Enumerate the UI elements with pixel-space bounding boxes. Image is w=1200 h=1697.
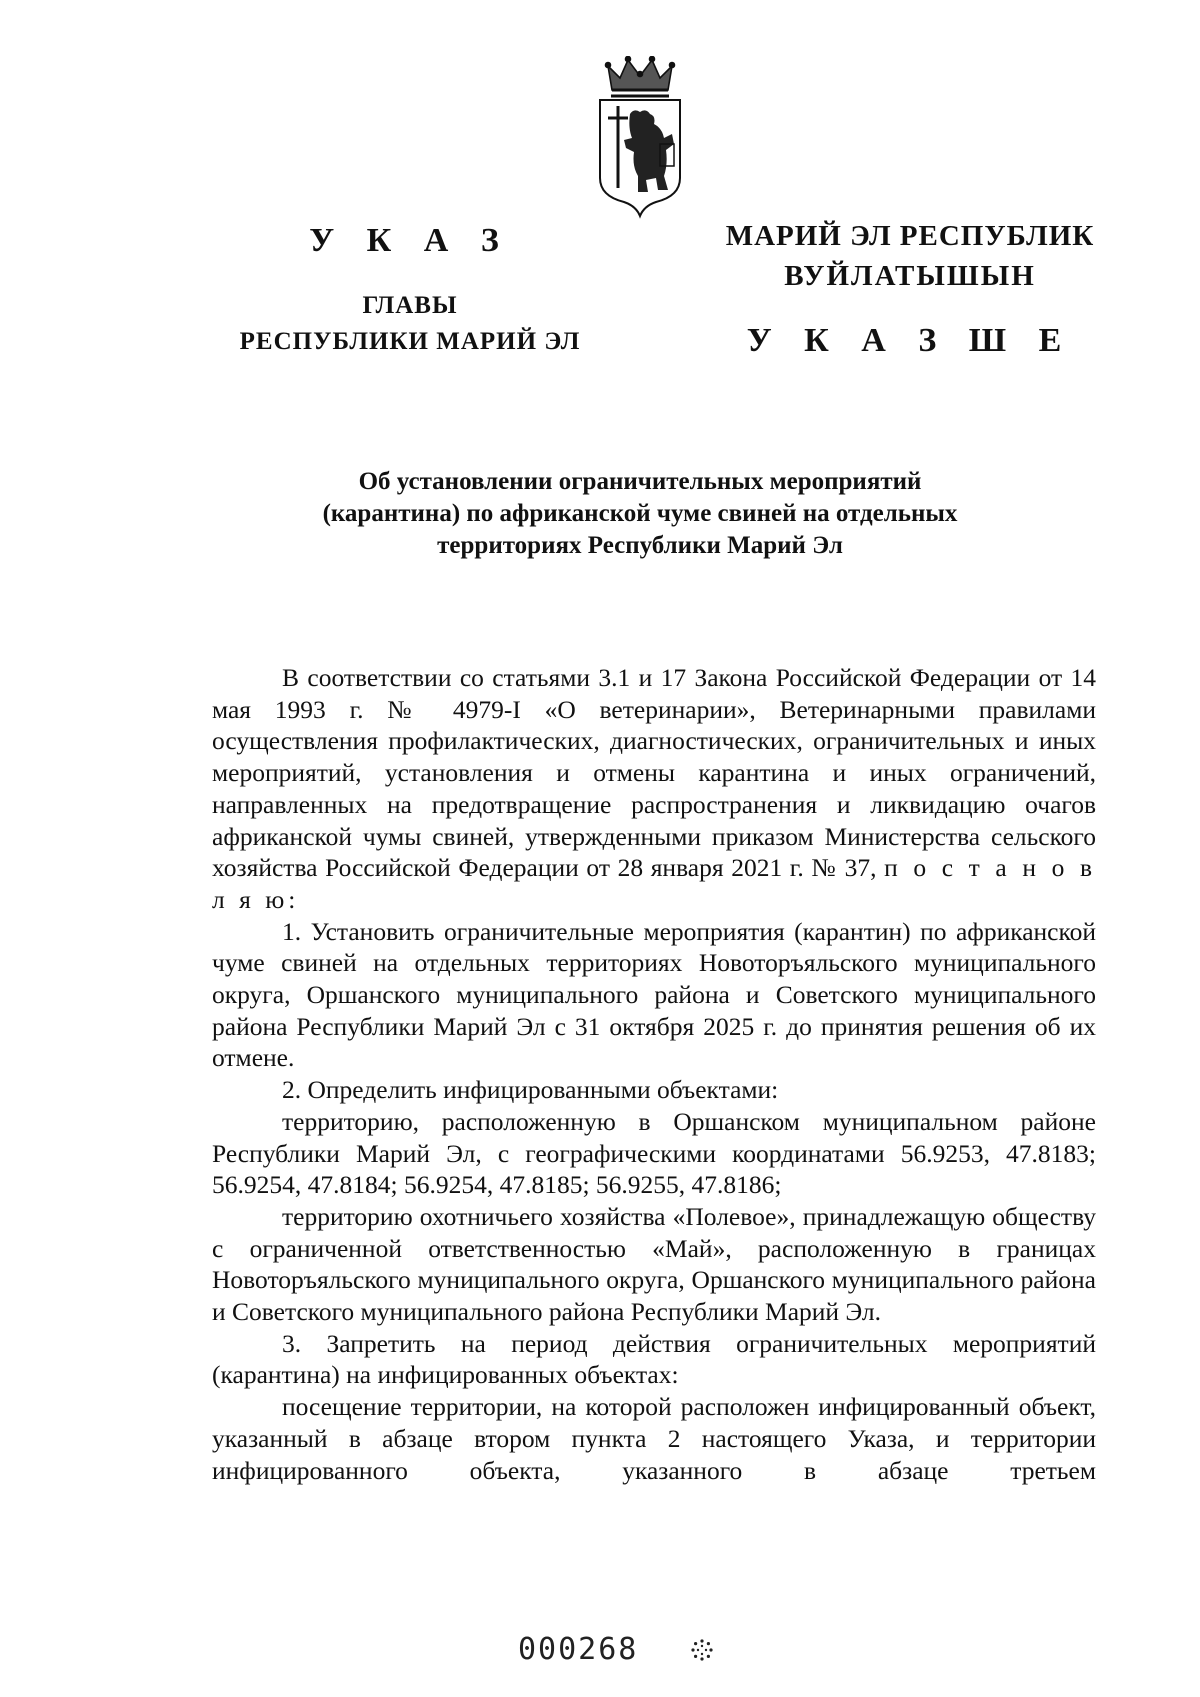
item-2b-paragraph: территорию охотничьего хозяйства «Полевое», принадлежащую обществу с ограниченной ответственностью «Май», расположенную в границах Новоторъяльского муниципального округа, Оршанского муниципального района и Советского муниципального района Республики Марий Эл.: [212, 1201, 1096, 1327]
title-line: территориях Республики Марий Эл: [437, 532, 843, 559]
decree-title-ru: У К А З: [309, 222, 511, 259]
document-number: 000268: [518, 1632, 639, 1667]
issuer-line-1: ГЛАВЫ: [362, 292, 458, 319]
crown-icon: [606, 57, 675, 97]
preamble-paragraph: [212, 662, 1096, 916]
item-2-paragraph: 2. Определить инфицированными объектами:: [282, 1075, 779, 1105]
coat-of-arms-icon: [594, 56, 686, 226]
decree-title-mari: У К А З Ш Е: [746, 322, 1074, 359]
item-2a-paragraph: территорию, расположенную в Оршанском муниципальном районе Республики Марий Эл, с географическими координатами 56.9253, 47.8183; 56.9254, 47.8184; 56.9254, 47.8185; 56.9255, 47.8186;: [212, 1106, 1096, 1200]
item-3-paragraph: 3. Запретить на период действия ограничительных мероприятий (карантина) на инфицированных объектах:: [212, 1328, 1096, 1390]
preamble-text: В соответствии со статьями 3.1 и 17 Закона Российской Федерации от 14 мая 1993 г. № 4979-I «О ветеринарии», Ветеринарными правилами осуществления профилактических, диагностических, ограничительных и иных мероприятий, установления и отмены карантина и иных ограничений, направленных на предотвращение распространения и ликвидацию очагов африканской чумы свиней, утвержденными приказом Министерства сельского хозяйства Российской Федерации от 28 января 2021 г. № 37,: [212, 663, 1096, 883]
item-3a-paragraph: посещение территории, на которой расположен инфицированный объект, указанный в абзаце втором пункта 2 настоящего Указа, и территории инфицированного объекта, указанного в абзаце третьем: [212, 1392, 1096, 1485]
title-line: Об установлении ограничительных мероприятий: [358, 468, 922, 495]
title-line: (карантина) по африканской чуме свиней на отдельных: [322, 500, 958, 527]
bear-icon: [624, 110, 674, 192]
sword-icon: [608, 106, 628, 188]
issuer-mari-line-2: ВУЙЛАТЫШЫН: [784, 260, 1036, 292]
decree-word: п о с т а н о в л я ю:: [212, 853, 1097, 914]
issuer-line-2: РЕСПУБЛИКИ МАРИЙ ЭЛ: [239, 328, 581, 355]
document-body: [212, 662, 1096, 1486]
item-1-paragraph: 1. Установить ограничительные мероприятия (карантин) по африканской чуме свиней на отдельных территориях Новоторъяльского муниципального округа, Оршанского муниципального района и Советского муниципального района Республики Марий Эл с 31 октября 2025 г. до принятия решения об их отмене.: [212, 916, 1096, 1073]
asterisk-mark-icon: [690, 1638, 714, 1662]
issuer-mari-line-1: МАРИЙ ЭЛ РЕСПУБЛИК: [725, 220, 1095, 252]
document-title: [200, 466, 1080, 562]
